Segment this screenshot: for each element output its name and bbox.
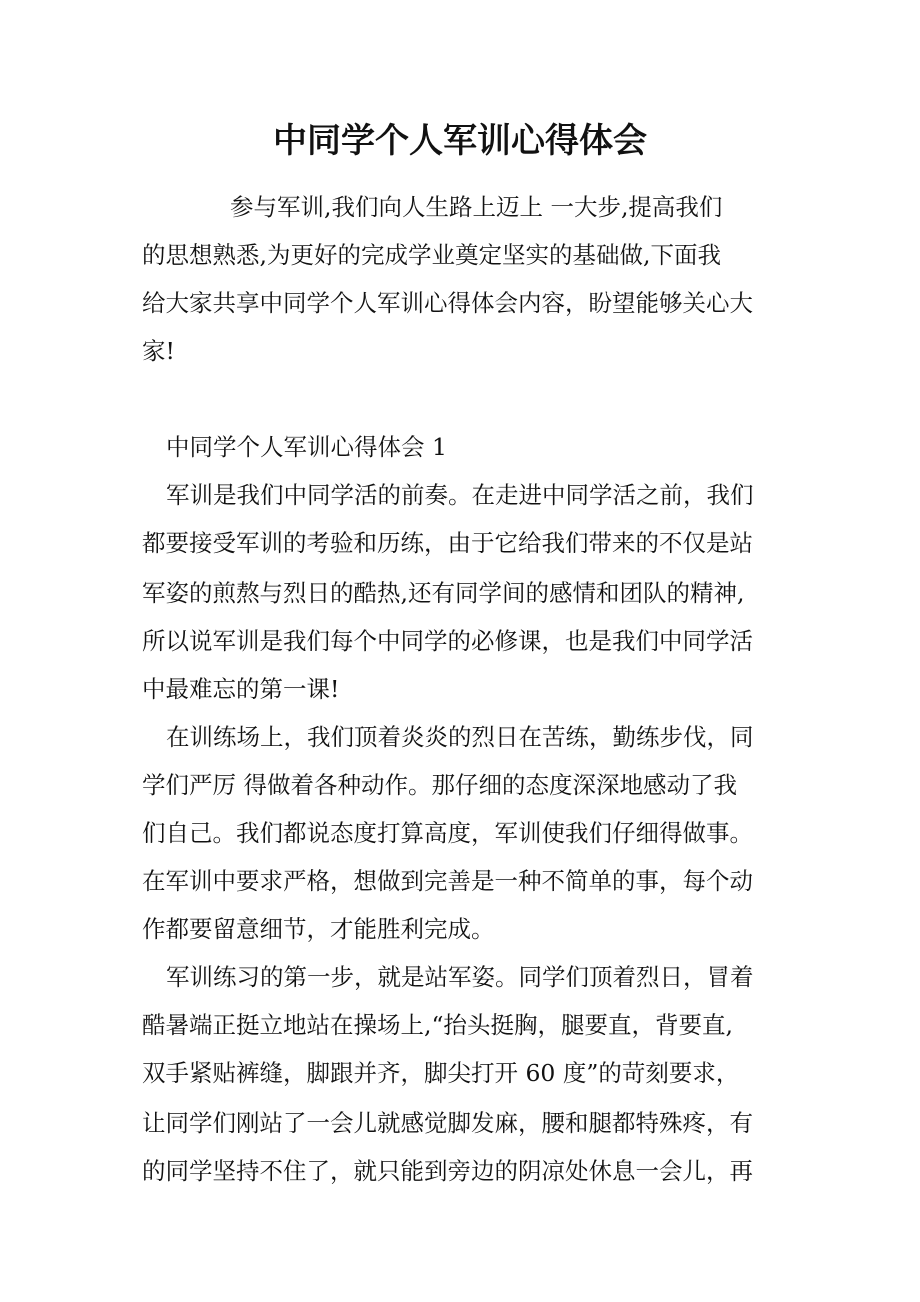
paragraph-line: 作都要留意细节，才能胜利完成。 [142,915,495,943]
paragraph-line: 在训练场上，我们顶着炎炎的烈日在苦练，勤练步伐，同 [166,723,754,751]
section-heading: 中同学个人军训心得体会 1 [166,433,447,461]
paragraph-line: 学们严厉 得做着各种动作。那仔细的态度深深地感动了我 [142,771,737,799]
intro-line: 的思想熟悉,为更好的完成学业奠定坚实的基础做,下面我 [142,241,721,269]
paragraph-line: 军姿的煎熬与烈日的酷热,还有同学间的感情和团队的精神, [142,579,745,607]
paragraph-line: 所以说军训是我们每个中同学的必修课，也是我们中同学活 [142,627,753,655]
paragraph-line: 中最难忘的第一课! [142,675,340,703]
paragraph-line: 双手紧贴裤缝，脚跟并齐，脚尖打开 60 度”的苛刻要求， [142,1059,740,1087]
intro-line: 家! [142,337,175,365]
paragraph-line: 军训是我们中同学活的前奏。在走进中同学活之前，我们 [166,481,754,509]
paragraph-line: 都要接受军训的考验和历练，由于它给我们带来的不仅是站 [142,529,753,557]
paragraph-line: 让同学们刚站了一会儿就感觉脚发麻，腰和腿都特殊疼，有 [142,1109,753,1137]
paragraph-line: 的同学坚持不住了，就只能到旁边的阴凉处休息一会儿，再 [142,1157,753,1185]
document-title: 中同学个人军训心得体会 [273,121,647,161]
paragraph-line: 军训练习的第一步，就是站军姿。同学们顶着烈日，冒着 [166,963,754,991]
intro-line: 参与军训,我们向人生路上迈上 一大步,提高我们 [230,193,723,221]
paragraph-line: 在军训中要求严格，想做到完善是一种不简单的事，每个动 [142,867,753,895]
paragraph-line: 酷暑端正挺立地站在操场上,“抬头挺胸，腿要直，背要直, [142,1011,733,1039]
intro-line: 给大家共享中同学个人军训心得体会内容，盼望能够关心大 [142,289,753,317]
paragraph-line: 们自己。我们都说态度打算高度，军训使我们仔细得做事。 [142,819,753,847]
